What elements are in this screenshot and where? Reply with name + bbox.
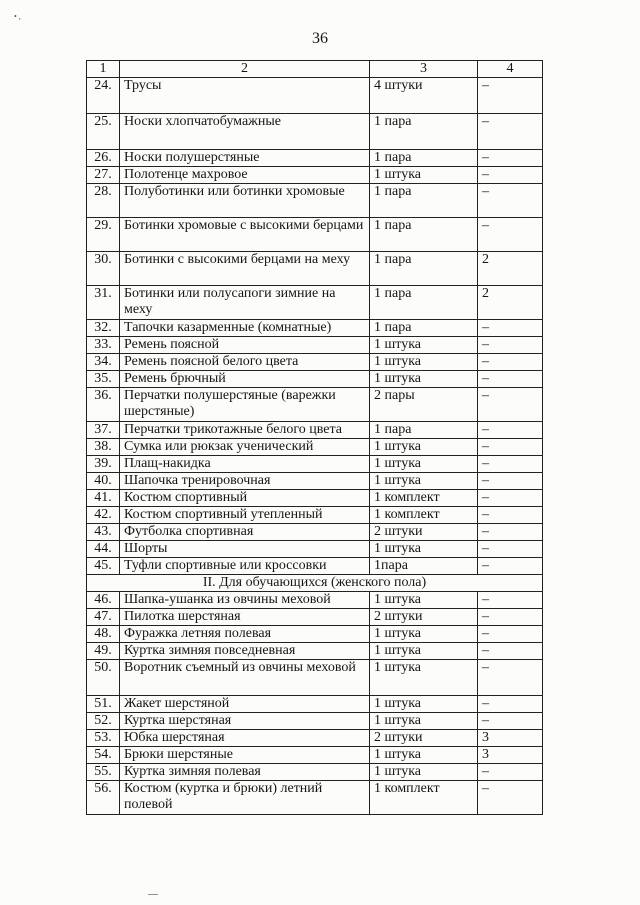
item-quantity: 1 пара (370, 252, 478, 286)
item-column-4: – (478, 592, 543, 609)
item-column-4: – (478, 439, 543, 456)
item-quantity: 1 пара (370, 286, 478, 320)
item-quantity: 1 штука (370, 643, 478, 660)
item-column-4: 3 (478, 747, 543, 764)
row-number: 51. (87, 696, 120, 713)
table-row (87, 524, 543, 541)
item-name: Ремень брючный (120, 371, 370, 388)
table-row (87, 473, 543, 490)
item-column-4: – (478, 660, 543, 696)
item-name: Пилотка шерстяная (120, 609, 370, 626)
item-quantity: 1 комплект (370, 781, 478, 815)
table-row (87, 507, 543, 524)
item-name: Костюм спортивный утепленный (120, 507, 370, 524)
item-column-4: – (478, 643, 543, 660)
row-number: 37. (87, 422, 120, 439)
table-row (87, 558, 543, 575)
header-row (87, 61, 543, 78)
row-number: 25. (87, 114, 120, 150)
item-name: Жакет шерстяной (120, 696, 370, 713)
item-quantity: 1 штука (370, 473, 478, 490)
item-name: Плащ-накидка (120, 456, 370, 473)
item-name: Юбка шерстяная (120, 730, 370, 747)
item-quantity: 1 штука (370, 592, 478, 609)
item-column-4: – (478, 456, 543, 473)
item-quantity: 1 пара (370, 150, 478, 167)
row-number: 49. (87, 643, 120, 660)
row-number: 44. (87, 541, 120, 558)
table-row (87, 490, 543, 507)
section-title: II. Для обучающихся (женского пола) (87, 575, 543, 592)
item-name: Ботинки хромовые с высокими берцами (120, 218, 370, 252)
row-number: 54. (87, 747, 120, 764)
table-row (87, 78, 543, 114)
item-name: Куртка зимняя полевая (120, 764, 370, 781)
item-column-4: – (478, 167, 543, 184)
item-quantity: 1 штука (370, 371, 478, 388)
item-quantity: 1 штука (370, 439, 478, 456)
item-column-4: – (478, 609, 543, 626)
clothing-table (86, 60, 543, 815)
item-name: Ремень поясной белого цвета (120, 354, 370, 371)
row-number: 55. (87, 764, 120, 781)
item-column-4: – (478, 764, 543, 781)
item-quantity: 1 штука (370, 354, 478, 371)
item-name: Трусы (120, 78, 370, 114)
item-column-4: – (478, 150, 543, 167)
table-row (87, 747, 543, 764)
item-quantity: 1 пара (370, 114, 478, 150)
item-column-4: – (478, 218, 543, 252)
scan-mark-bottom: — (148, 889, 158, 900)
item-column-4: – (478, 558, 543, 575)
item-name: Сумка или рюкзак ученический (120, 439, 370, 456)
item-column-4: – (478, 337, 543, 354)
row-number: 42. (87, 507, 120, 524)
row-number: 34. (87, 354, 120, 371)
item-quantity: 1 штука (370, 626, 478, 643)
item-quantity: 1 штука (370, 660, 478, 696)
item-quantity: 2 штуки (370, 609, 478, 626)
item-column-4: – (478, 696, 543, 713)
table-row (87, 660, 543, 696)
table-row (87, 320, 543, 337)
item-quantity: 1 штука (370, 167, 478, 184)
table-row (87, 696, 543, 713)
row-number: 36. (87, 388, 120, 422)
item-name: Куртка зимняя повседневная (120, 643, 370, 660)
table-row (87, 713, 543, 730)
item-name: Воротник съемный из овчины меховой (120, 660, 370, 696)
item-name: Брюки шерстяные (120, 747, 370, 764)
row-number: 39. (87, 456, 120, 473)
table-row (87, 354, 543, 371)
row-number: 26. (87, 150, 120, 167)
item-column-4: – (478, 371, 543, 388)
item-name: Ботинки или полусапоги зимние на меху (120, 286, 370, 320)
row-number: 35. (87, 371, 120, 388)
item-column-4: – (478, 524, 543, 541)
item-column-4: – (478, 320, 543, 337)
table-body (87, 61, 543, 815)
item-quantity: 1 пара (370, 422, 478, 439)
item-quantity: 1пара (370, 558, 478, 575)
item-quantity: 2 штуки (370, 730, 478, 747)
row-number: 47. (87, 609, 120, 626)
item-column-4: – (478, 507, 543, 524)
table-row (87, 184, 543, 218)
item-column-4: – (478, 78, 543, 114)
table-row (87, 114, 543, 150)
item-name: Туфли спортивные или кроссовки (120, 558, 370, 575)
table-row (87, 167, 543, 184)
table-row (87, 592, 543, 609)
header-col-3: 3 (370, 61, 478, 78)
item-column-4: – (478, 184, 543, 218)
header-col-4: 4 (478, 61, 543, 78)
item-name: Тапочки казарменные (комнатные) (120, 320, 370, 337)
table-row (87, 388, 543, 422)
row-number: 27. (87, 167, 120, 184)
item-name: Полотенце махровое (120, 167, 370, 184)
item-name: Носки полушерстяные (120, 150, 370, 167)
item-quantity: 1 пара (370, 184, 478, 218)
row-number: 41. (87, 490, 120, 507)
row-number: 52. (87, 713, 120, 730)
row-number: 29. (87, 218, 120, 252)
item-name: Куртка шерстяная (120, 713, 370, 730)
row-number: 24. (87, 78, 120, 114)
item-quantity: 1 комплект (370, 490, 478, 507)
row-number: 30. (87, 252, 120, 286)
item-column-4: 3 (478, 730, 543, 747)
table-row (87, 218, 543, 252)
item-name: Шапка-ушанка из овчины меховой (120, 592, 370, 609)
table-row (87, 371, 543, 388)
table-row (87, 781, 543, 815)
item-quantity: 1 штука (370, 337, 478, 354)
item-column-4: – (478, 422, 543, 439)
row-number: 32. (87, 320, 120, 337)
scan-mark: • , (14, 12, 21, 21)
row-number: 45. (87, 558, 120, 575)
item-name: Носки хлопчатобумажные (120, 114, 370, 150)
table-row (87, 286, 543, 320)
table-row (87, 150, 543, 167)
item-column-4: – (478, 388, 543, 422)
table-row (87, 643, 543, 660)
item-column-4: – (478, 541, 543, 558)
item-quantity: 1 штука (370, 713, 478, 730)
table-row (87, 609, 543, 626)
item-quantity: 1 пара (370, 320, 478, 337)
row-number: 33. (87, 337, 120, 354)
row-number: 38. (87, 439, 120, 456)
item-column-4: – (478, 626, 543, 643)
table-row (87, 439, 543, 456)
item-quantity: 1 штука (370, 541, 478, 558)
item-quantity: 2 штуки (370, 524, 478, 541)
item-name: Полуботинки или ботинки хромовые (120, 184, 370, 218)
table-row (87, 730, 543, 747)
table-row (87, 456, 543, 473)
row-number: 28. (87, 184, 120, 218)
item-column-4: 2 (478, 286, 543, 320)
item-quantity: 1 штука (370, 696, 478, 713)
item-quantity: 1 штука (370, 764, 478, 781)
row-number: 40. (87, 473, 120, 490)
table-row (87, 541, 543, 558)
item-name: Ботинки с высокими берцами на меху (120, 252, 370, 286)
item-column-4: – (478, 354, 543, 371)
item-column-4: – (478, 781, 543, 815)
section-row (87, 575, 543, 592)
item-column-4: – (478, 473, 543, 490)
item-name: Футболка спортивная (120, 524, 370, 541)
row-number: 50. (87, 660, 120, 696)
page-number: 36 (312, 30, 328, 47)
table-row (87, 252, 543, 286)
item-quantity: 2 пары (370, 388, 478, 422)
table-row (87, 626, 543, 643)
header-col-2: 2 (120, 61, 370, 78)
item-name: Перчатки трикотажные белого цвета (120, 422, 370, 439)
row-number: 31. (87, 286, 120, 320)
item-name: Фуражка летняя полевая (120, 626, 370, 643)
table-row (87, 422, 543, 439)
header-col-1: 1 (87, 61, 120, 78)
item-name: Ремень поясной (120, 337, 370, 354)
item-name: Шапочка тренировочная (120, 473, 370, 490)
table-row (87, 337, 543, 354)
item-column-4: – (478, 114, 543, 150)
table-row (87, 764, 543, 781)
item-name: Костюм спортивный (120, 490, 370, 507)
row-number: 43. (87, 524, 120, 541)
item-column-4: 2 (478, 252, 543, 286)
item-name: Перчатки полушерстяные (варежки шерстяные) (120, 388, 370, 422)
item-quantity: 1 штука (370, 747, 478, 764)
row-number: 56. (87, 781, 120, 815)
row-number: 46. (87, 592, 120, 609)
item-column-4: – (478, 713, 543, 730)
item-quantity: 1 пара (370, 218, 478, 252)
row-number: 48. (87, 626, 120, 643)
item-quantity: 1 комплект (370, 507, 478, 524)
item-quantity: 1 штука (370, 456, 478, 473)
row-number: 53. (87, 730, 120, 747)
item-name: Шорты (120, 541, 370, 558)
item-name: Костюм (куртка и брюки) летний полевой (120, 781, 370, 815)
item-quantity: 4 штуки (370, 78, 478, 114)
item-column-4: – (478, 490, 543, 507)
